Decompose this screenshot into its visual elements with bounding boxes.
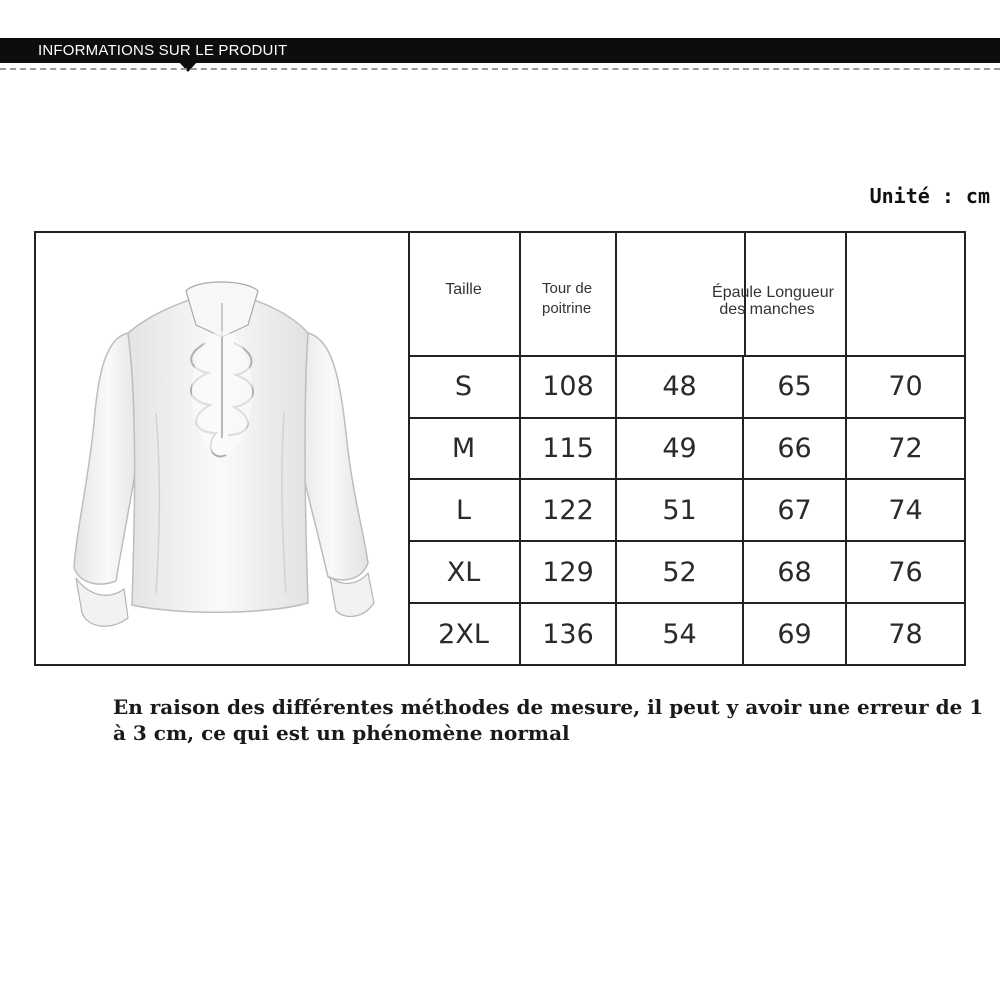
value-cell: 67 — [743, 479, 846, 541]
value-cell: 72 — [846, 418, 964, 480]
size-cell: S — [408, 356, 520, 418]
value-cell: 115 — [520, 418, 616, 480]
header-taille: Taille — [408, 233, 520, 356]
table-row — [408, 541, 964, 603]
value-cell: 52 — [616, 541, 743, 603]
value-cell: 48 — [616, 356, 743, 418]
value-cell: 122 — [520, 479, 616, 541]
value-cell: 78 — [846, 603, 964, 664]
value-cell: 54 — [616, 603, 743, 664]
white-ruffle-shirt-image — [36, 233, 408, 664]
value-cell: 66 — [743, 418, 846, 480]
table-row — [408, 479, 964, 541]
header-pointer-arrow — [179, 62, 197, 72]
unit-label: Unité : cm — [869, 184, 990, 208]
note-line1: En raison des différentes méthodes de mesure, il peut y avoir une erreur de 1 — [113, 695, 984, 719]
header-epaule-longueur: Épaule Longueur — [712, 284, 834, 301]
table-row — [408, 603, 964, 664]
table-row — [408, 418, 964, 480]
size-chart — [34, 231, 966, 666]
value-cell: 136 — [520, 603, 616, 664]
value-cell: 70 — [846, 356, 964, 418]
measurement-note — [113, 694, 993, 746]
header-bar — [0, 38, 1000, 63]
value-cell: 129 — [520, 541, 616, 603]
header-tour-de-poitrine — [520, 233, 616, 356]
value-cell: 69 — [743, 603, 846, 664]
table-row — [408, 356, 964, 418]
size-cell: L — [408, 479, 520, 541]
value-cell: 51 — [616, 479, 743, 541]
table-header-row — [408, 233, 964, 356]
size-table — [408, 233, 964, 664]
note-line2: à 3 cm, ce qui est un phénomène normal — [113, 721, 570, 745]
header-empty — [846, 233, 964, 356]
product-photo-cell — [36, 233, 410, 664]
value-cell: 49 — [616, 418, 743, 480]
header-epaule-longueur-manches — [616, 233, 846, 356]
value-cell: 108 — [520, 356, 616, 418]
header-column-divider — [744, 233, 746, 355]
value-cell: 68 — [743, 541, 846, 603]
section-title: INFORMATIONS SUR LE PRODUIT — [38, 42, 288, 59]
size-cell: 2XL — [408, 603, 520, 664]
header-dashed-divider — [0, 68, 1000, 70]
header-tour-line1: Tour de — [542, 280, 593, 297]
value-cell: 74 — [846, 479, 964, 541]
size-cell: XL — [408, 541, 520, 603]
header-des-manches: des manches — [719, 301, 815, 318]
size-cell: M — [408, 418, 520, 480]
header-tour-line2: poitrine — [542, 300, 592, 317]
value-cell: 65 — [743, 356, 846, 418]
value-cell: 76 — [846, 541, 964, 603]
